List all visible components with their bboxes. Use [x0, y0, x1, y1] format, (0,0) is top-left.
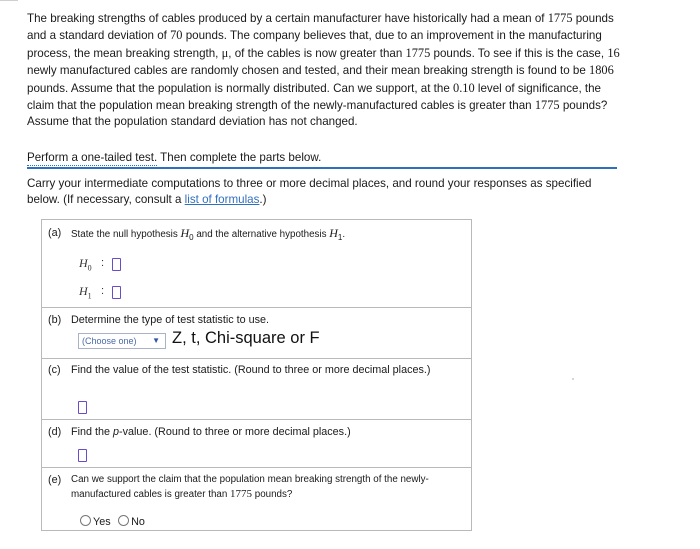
one-tailed-emphasis: Perform a one-tailed test.: [27, 151, 158, 164]
list-of-formulas-link[interactable]: list of formulas: [184, 192, 260, 206]
null-colon: :: [101, 257, 105, 269]
radio-no-circle[interactable]: [118, 515, 129, 526]
null-hypothesis-symbol: $H_0$: [79, 256, 92, 273]
stray-dot: [572, 378, 574, 380]
part-c: [42, 358, 471, 420]
part-e-question: Can we support the claim that the population mean breaking strength of the newly-manufactured cables is greater than 1775 pounds?: [71, 474, 429, 500]
p-value-input[interactable]: [78, 449, 87, 462]
test-statistic-input[interactable]: [78, 401, 87, 414]
alt-hypothesis-symbol: $H_1$: [79, 284, 92, 301]
radio-no[interactable]: No: [118, 512, 145, 529]
radio-yes-circle[interactable]: [80, 515, 91, 526]
part-d: [42, 419, 471, 468]
problem-statement: The breaking strengths of cables produced by a certain manufacturer have historically had a mean of 1775 pounds and a standard deviation of 70 pounds. The company believes that, due to an improvement in the manufacturing process, the mean breaking strength, μ, of the cables is now greater than 1775 pounds. To see if this is the case, 16 newly manufactured cables are randomly chosen and tested, and their mean breaking strength is found to be 1806 pounds. Assume that the population is normally distributed. Can we support, at the 0.10 level of significance, the claim that the population mean breaking strength of the newly-manufactured cables is greater than 1775 pounds? Assume that the population standard deviation has not changed.: [27, 11, 620, 129]
part-c-question: Find the value of the test statistic. (Round to three or more decimal places.): [71, 364, 431, 376]
part-b: [42, 307, 471, 359]
null-hypothesis-input[interactable]: [112, 258, 121, 271]
part-b-question: Determine the type of test statistic to use.: [71, 314, 270, 326]
radio-yes[interactable]: Yes: [80, 512, 111, 529]
section-divider: [27, 167, 617, 169]
chevron-down-icon: ▼: [152, 336, 160, 345]
rounding-instruction: Carry your intermediate computations to three or more decimal places, and round your responses as specified below. (If necessary, consult a list of formulas.): [27, 177, 592, 206]
annotation-note: Z, t, Chi-square or F: [172, 329, 320, 347]
part-a-question: State the null hypothesis $H_0$ and the alternative hypothesis $H_1$.: [71, 226, 346, 242]
part-e-label: (e): [48, 474, 62, 486]
part-a: [42, 220, 471, 308]
part-b-label: (b): [48, 314, 62, 326]
part-e: [42, 467, 471, 530]
top-rule: [0, 0, 18, 1]
part-c-label: (c): [48, 364, 61, 376]
perform-instruction: Perform a one-tailed test. Then complete the parts below.: [27, 151, 322, 164]
part-d-question: Find the p-value. (Round to three or more decimal places.): [71, 426, 351, 438]
alt-hypothesis-input[interactable]: [112, 286, 121, 299]
part-a-label: (a): [48, 227, 62, 239]
part-d-label: (d): [48, 426, 62, 438]
yes-no-options: [80, 512, 145, 530]
test-statistic-select[interactable]: (Choose one) ▼: [78, 333, 166, 349]
alt-colon: :: [101, 285, 105, 297]
answer-panel: [41, 219, 472, 531]
